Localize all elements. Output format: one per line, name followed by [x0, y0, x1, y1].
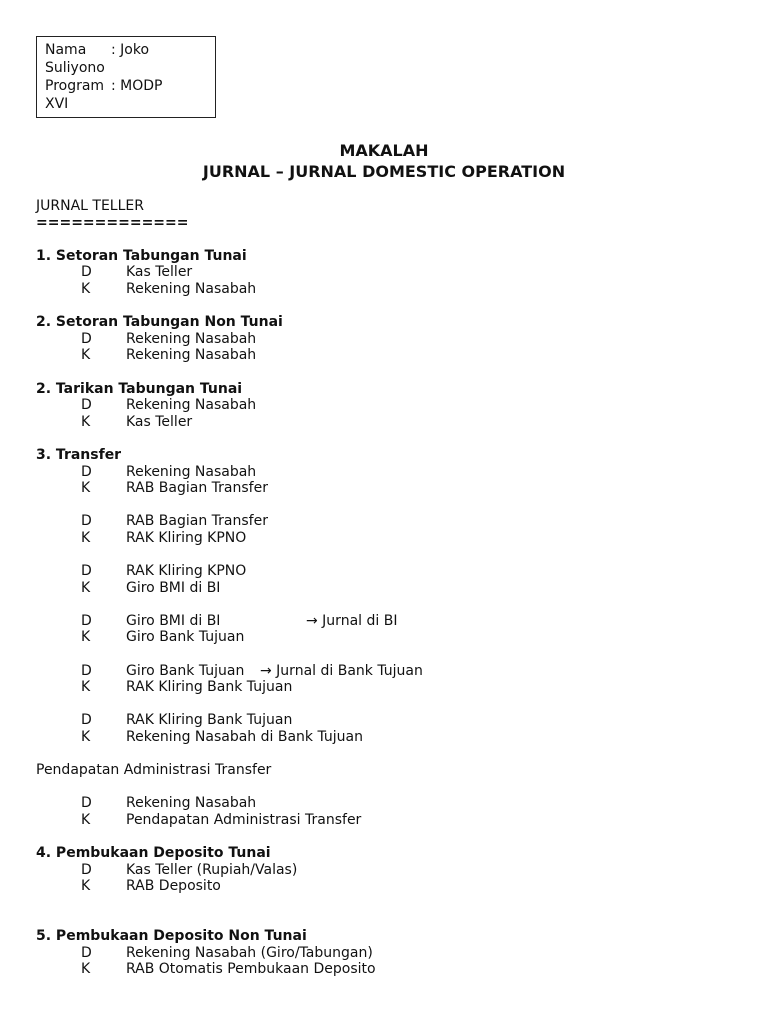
section-heading: JURNAL TELLER — [36, 198, 144, 214]
journal-entry-debit: D Giro Bank Tujuan → Jurnal di Bank Tujuan — [81, 662, 423, 679]
admin-fee-heading: Pendapatan Administrasi Transfer — [36, 762, 272, 779]
nama-value: : Joko — [111, 42, 150, 58]
program-label: Program — [45, 78, 105, 94]
journal-entry-credit: K Pendapatan Administrasi Transfer — [81, 811, 362, 828]
journal-content — [36, 198, 736, 978]
heading-setoran-tunai: 1. Setoran Tabungan Tunai — [36, 247, 247, 264]
journal-entry-credit: K RAB Bagian Transfer — [81, 480, 268, 497]
journal-entry-credit: K Kas Teller — [81, 413, 193, 430]
journal-entry-debit: D Kas Teller — [81, 264, 193, 281]
journal-entry-credit: K Rekening Nasabah di Bank Tujuan — [81, 729, 363, 745]
journal-entry-credit: K Rekening Nasabah — [81, 280, 257, 297]
document-title — [0, 140, 768, 182]
journal-entry-debit: D RAK Kliring KPNO — [81, 563, 247, 580]
journal-entry-debit: D Giro BMI di BI → Jurnal di BI — [81, 612, 398, 629]
program-value: : MODP — [111, 78, 163, 94]
program-continuation: XVI — [45, 96, 69, 112]
heading-deposito-tunai: 4. Pembukaan Deposito Tunai — [36, 845, 271, 862]
journal-entry-debit: D Rekening Nasabah — [81, 330, 257, 347]
journal-entry-debit: D Rekening Nasabah — [81, 397, 257, 414]
journal-entry-credit: K RAB Otomatis Pembukaan Deposito — [81, 961, 376, 978]
journal-entry-credit: K RAB Deposito — [81, 878, 221, 895]
heading-tarikan-tunai: 2. Tarikan Tabungan Tunai — [36, 380, 243, 397]
journal-entry-credit: K RAK Kliring Bank Tujuan — [81, 679, 293, 696]
journal-entry-debit: D RAK Kliring Bank Tujuan — [81, 712, 293, 729]
title-jurnal: JURNAL – JURNAL DOMESTIC OPERATION — [202, 162, 566, 181]
journal-note: → Jurnal di BI — [306, 612, 398, 629]
heading-transfer: 3. Transfer — [36, 446, 122, 463]
journal-entry-debit: D Rekening Nasabah — [81, 463, 257, 480]
nama-label: Nama — [45, 42, 87, 58]
student-info-box — [36, 36, 216, 118]
journal-entry-credit: K Giro Bank Tujuan — [81, 629, 245, 646]
section-underline: ============= — [36, 214, 189, 231]
journal-entry-debit: D Rekening Nasabah — [81, 795, 257, 812]
heading-deposito-non-tunai: 5. Pembukaan Deposito Non Tunai — [36, 928, 307, 945]
journal-entry-debit: D Rekening Nasabah (Giro/Tabungan) — [81, 944, 373, 961]
journal-entry-credit: K Giro BMI di BI — [81, 579, 221, 596]
journal-entry-debit: D RAB Bagian Transfer — [81, 513, 268, 530]
title-makalah: MAKALAH — [339, 141, 429, 160]
journal-entry-debit: D Kas Teller (Rupiah/Valas) — [81, 861, 298, 878]
journal-note: → Jurnal di Bank Tujuan — [260, 662, 423, 679]
heading-setoran-non-tunai: 2. Setoran Tabungan Non Tunai — [36, 314, 283, 331]
nama-continuation: Suliyono — [45, 60, 105, 76]
journal-entry-credit: K Rekening Nasabah — [81, 347, 257, 364]
journal-entry-credit: K RAK Kliring KPNO — [81, 529, 247, 546]
